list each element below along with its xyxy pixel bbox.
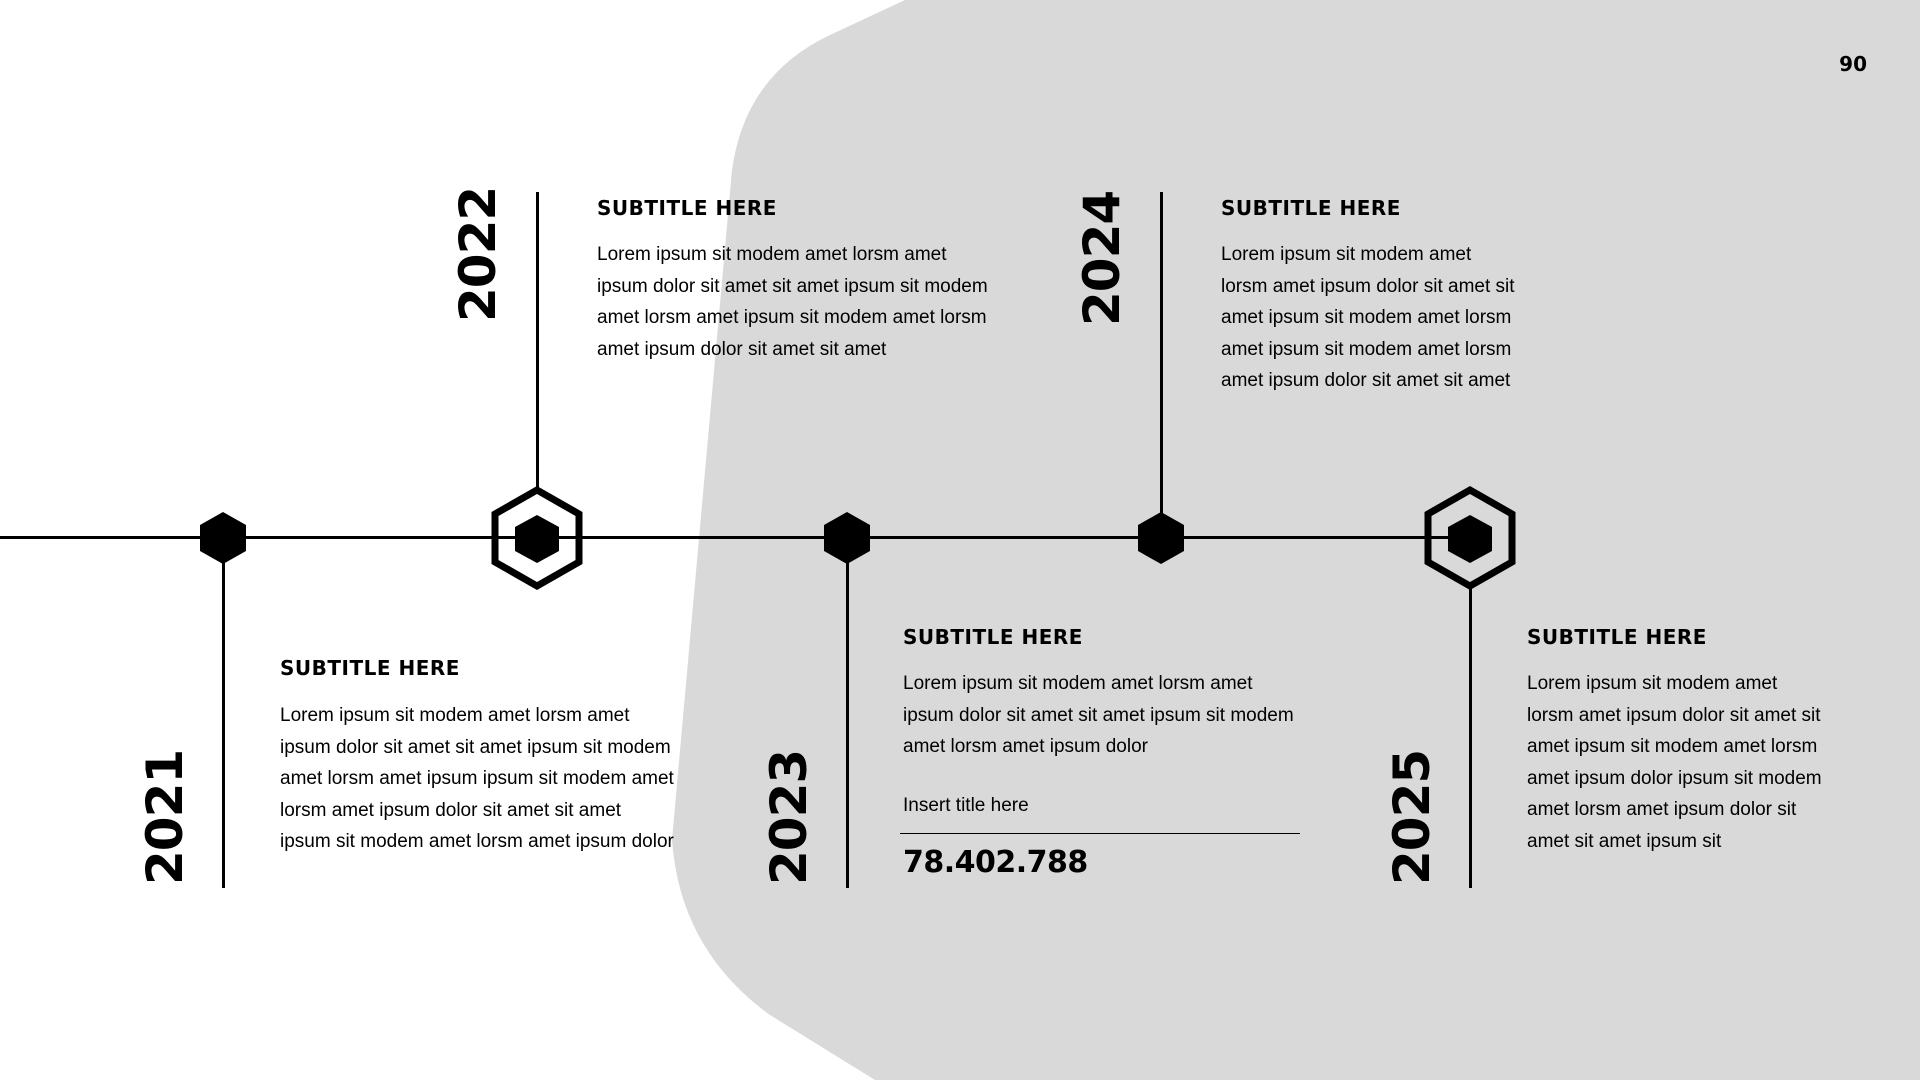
- connector-2021: [222, 537, 225, 888]
- connector-2022: [536, 192, 539, 490]
- connector-2025: [1469, 588, 1472, 888]
- year-label-2025: 2025: [1383, 749, 1441, 885]
- year-label-2024: 2024: [1073, 190, 1131, 326]
- hexagon-ring-marker-2022: [484, 485, 590, 591]
- subtitle-2022: SUBTITLE HERE: [597, 196, 777, 220]
- year-label-2021: 2021: [136, 749, 194, 885]
- page-number: 90: [1839, 52, 1867, 76]
- body-text-2025: Lorem ipsum sit modem amet lorsm amet ipsum dolor sit amet sit amet ipsum sit modem amet lorsm amet ipsum dolor ipsum sit modem amet lorsm amet ipsum dolor sit amet sit amet ipsum sit: [1527, 673, 1822, 852]
- year-label-2022: 2022: [449, 186, 507, 322]
- connector-2024: [1160, 192, 1163, 538]
- subtitle-2023: SUBTITLE HERE: [903, 625, 1083, 649]
- hexagon-ring-marker-2025: [1417, 485, 1523, 591]
- year-label-2023: 2023: [760, 749, 818, 885]
- subtitle-2025: SUBTITLE HERE: [1527, 625, 1707, 649]
- body-text-2023: Lorem ipsum sit modem amet lorsm amet ipsum dolor sit amet sit amet ipsum sit modem amet lorsm amet ipsum dolor: [903, 673, 1294, 757]
- body-text-2021: Lorem ipsum sit modem amet lorsm amet ipsum dolor sit amet sit amet ipsum sit modem amet lorsm amet ipsum ipsum sit modem amet lorsm amet ipsum dolor sit amet sit amet ipsum sit modem amet lorsm amet ipsum dolor: [280, 705, 674, 852]
- body-text-2022: Lorem ipsum sit modem amet lorsm amet ipsum dolor sit amet sit amet ipsum sit modem amet lorsm amet ipsum sit modem amet lorsm amet ipsum dolor sit amet sit amet: [597, 244, 988, 360]
- hexagon-marker-2021: [197, 510, 249, 566]
- hexagon-marker-2023: [821, 510, 873, 566]
- subtitle-2021: SUBTITLE HERE: [280, 656, 460, 680]
- subtitle-2024: SUBTITLE HERE: [1221, 196, 1401, 220]
- stat-value: 78.402.788: [903, 845, 1088, 880]
- connector-2023: [846, 537, 849, 888]
- body-text-2024: Lorem ipsum sit modem amet lorsm amet ipsum dolor sit amet sit amet ipsum sit modem amet lorsm amet ipsum sit modem amet lorsm amet ipsum dolor sit amet sit amet: [1221, 244, 1515, 391]
- stat-divider: [900, 833, 1300, 834]
- stat-label: Insert title here: [903, 795, 1029, 816]
- hexagon-marker-2024: [1135, 510, 1187, 566]
